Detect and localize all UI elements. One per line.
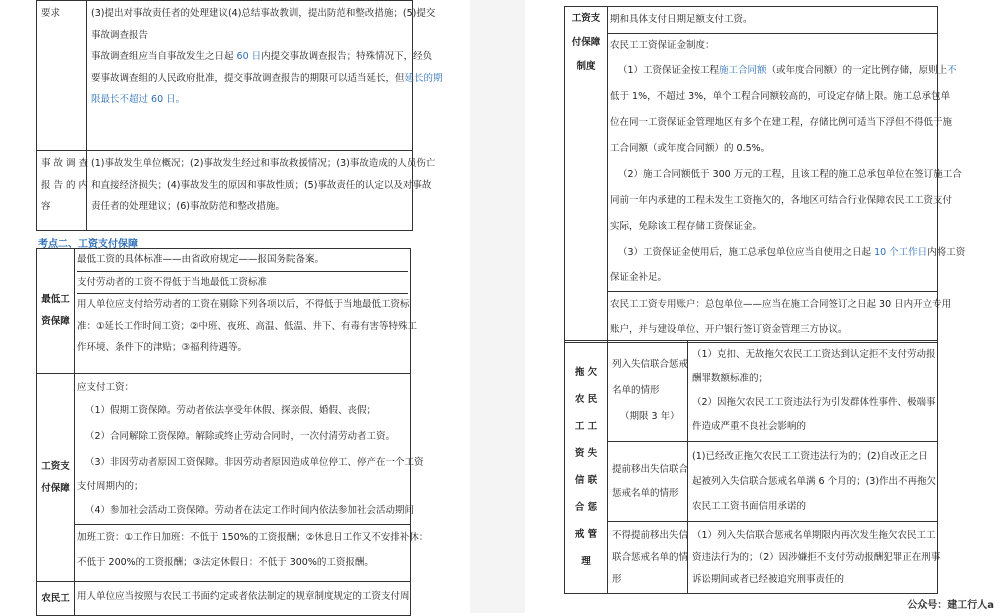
credit-label-cell	[565, 341, 608, 594]
wage-system-label-cell	[565, 7, 608, 343]
text-line: 事故调查组应当自事故发生之日起 60 日内提交事故调查报告；特殊情况下，经负	[91, 51, 433, 62]
text-line: 农民工工资保证金制度：	[610, 39, 715, 51]
payment-date-cell	[608, 7, 938, 34]
text-line: （3）非因劳动者原因工资保障。非因劳动者原因造成单位停工、停产在一个工资	[85, 457, 424, 468]
requirement-content-cell	[87, 1, 443, 151]
label-line: （期限 3 年）	[620, 411, 680, 422]
text-line: 作环境、条件下的津贴；③福利待遇等。	[77, 342, 248, 353]
blacklist-case-label	[608, 341, 688, 442]
text-line: 起被列入失信联合惩戒名单满 6 个月的；(3)作出不再拖欠	[692, 476, 937, 487]
page-gap	[470, 0, 525, 613]
no-removal-label	[608, 522, 688, 594]
left-page	[0, 0, 470, 613]
label-line: 工 工	[574, 421, 598, 432]
label-line: 资 失	[574, 448, 598, 459]
text-line: （2）因拖欠农民工工资违法行为引发群体性事件、极端事	[692, 397, 936, 408]
text-line: （1）假期工资保障。劳动者依法享受年休假、探亲假、婚假、丧假；	[85, 405, 377, 416]
label-line: 信 联	[574, 475, 598, 486]
label-line: 报 告 的 内	[41, 179, 89, 191]
text-line: 诉讼期间或者已经被追究刑事责任的	[692, 573, 845, 585]
wage-payment-label-cell	[37, 374, 75, 582]
report-content-cell	[87, 151, 436, 231]
text-line: （4）参加社会活动工资保障。劳动者在法定工作时间内依法参加社会活动期间	[85, 505, 415, 516]
text-line: 酬罪数额标准的；	[692, 373, 769, 384]
text-line: 资违法行为的；（2）因涉嫌拒不支付劳动报酬犯罪正在刑事	[692, 551, 941, 563]
label-line: 提前移出失信联合	[612, 463, 689, 475]
wage-payment-content-cell	[75, 374, 429, 582]
text-line: 支付劳动者的工资不得低于当地最低工资标准	[77, 271, 408, 294]
label-line: 拖 欠	[574, 367, 598, 378]
special-account-cell	[608, 291, 952, 342]
wage-guarantee-table	[36, 248, 429, 616]
label-line: 联合惩戒名单的情	[612, 551, 689, 563]
text-line: （1）工资保证金按工程施工合同额（或年度合同额）的一定比例存储，原则上不	[618, 64, 957, 76]
overtime-block	[75, 524, 429, 575]
label-line: 列入失信联合惩戒	[612, 359, 689, 370]
report-content-label-cell	[37, 151, 87, 231]
early-removal-content	[688, 442, 938, 522]
label-line: 理	[581, 556, 591, 567]
label-line: 工资支	[571, 13, 601, 24]
text-line: (1)已经改正拖欠农民工工资违法行为的；(2)自改正之日	[692, 451, 928, 462]
no-removal-content	[688, 522, 941, 594]
deposit-system-cell	[608, 33, 966, 291]
text-line: 账户，并与建设单位、开户银行签订资金管理三方协议。	[610, 323, 848, 335]
label-line: 农 民	[574, 394, 598, 405]
text-line: 责任者的处理建议；(6)事故防范和整改措施。	[91, 201, 285, 212]
text-line: 位在同一工资保证金管理地区有多个在建工程，存储比例可适当下浮但不得低于施	[610, 116, 953, 128]
text-line: 用人单位应当按照与农民工书面约定或者依法制定的规章制度规定的工资支付周	[77, 591, 410, 602]
text-line: 事故调查报告	[91, 29, 149, 41]
text-line: 要事故调查组的人民政府批准，提交事故调查报告的期限可以适当延长，但延长的期	[91, 72, 443, 84]
label-line: 工资支	[41, 460, 70, 472]
blacklist-case-content	[688, 341, 938, 442]
text-line: 农民工工资书面信用承诺的	[692, 501, 807, 512]
credit-punishment-table	[564, 340, 941, 594]
label-line: 农民工	[41, 592, 70, 604]
label-line: 戒 管	[574, 529, 598, 540]
text-line: (3)提出对事故责任者的处理建议(4)总结事故教训，提出防范和整改措施；(5)提交	[91, 8, 436, 19]
text-line: 加班工资：①工作日加班：不低于 150%的工资报酬；②休息日工作又不安排补休：	[77, 532, 429, 543]
label-line: 事 故 调 查	[41, 158, 89, 169]
label-line: 制度	[576, 61, 596, 72]
text-line: 期和具体支付日期足额支付工资。	[610, 14, 753, 25]
accident-report-table	[36, 0, 443, 231]
label-line: 付保障	[571, 37, 601, 48]
text-line: 限最长不超过 60 日。	[91, 94, 186, 105]
label-line: 付保障	[41, 482, 70, 494]
label-line: 不得提前移出失信	[612, 529, 689, 541]
text-line: 支付周期内的；	[77, 481, 144, 492]
min-wage-content-cell	[75, 249, 418, 374]
text-line: 用人单位应支付给劳动者的工资在剔除下列各项以后，不得低于当地最低工资标	[77, 293, 408, 316]
text-line: 同前一年内承建的工程未发生工资拖欠的，各地区可结合行业保障农民工工资支付	[610, 194, 953, 206]
text-line: （2）合同解除工资保障。解除或终止劳动合同时，一次付清劳动者工资。	[85, 431, 396, 442]
text-line: 农民工工资专用账户：总包单位——应当在施工合同签订之日起 30 日内开立专用	[610, 298, 952, 310]
label-line: 资保障	[41, 316, 70, 327]
text-line: （2）施工合同额低于 300 万元的工程，且该工程的施工总承包单位在签订施工合	[618, 168, 962, 180]
text-line: 保证金补足。	[610, 271, 668, 283]
text-line: 应支付工资：	[77, 382, 135, 393]
requirement-label: 要求	[41, 8, 61, 19]
text-line: 准：①延长工作时间工资；②中班、夜班、高温、低温、井下、有毒有害等特殊工	[77, 320, 418, 332]
text-line: 最低工资的具体标准——由省政府规定——报国务院备案。	[77, 254, 325, 265]
section-heading: 考点二、工资支付保障	[38, 239, 138, 250]
text-line: 件造成严重不良社会影响的	[692, 421, 807, 432]
right-page	[525, 0, 1000, 613]
text-line: 不低于 200%的工资报酬；③法定休假日：不低于 300%的工资报酬。	[77, 557, 374, 568]
label-line: 容	[41, 201, 51, 212]
text-line: （1）列入失信联合惩戒名单期限内再次发生拖欠农民工工	[692, 529, 936, 541]
text-line: （1）克扣、无故拖欠农民工工资达到认定拒不支付劳动报	[692, 349, 936, 360]
text-line: 低于 1%，不超过 3%，单个工程合同额较高的，可设定存储上限。施工总承包单	[610, 90, 951, 102]
early-removal-label	[608, 442, 688, 522]
wage-system-table	[564, 6, 966, 343]
label-line: 惩戒名单的情形	[612, 487, 679, 499]
label-line: 最低工	[41, 294, 70, 305]
text-line: （3）工资保证金使用后，施工总承包单位应当自使用之日起 10 个工作日内将工资	[618, 246, 966, 258]
migrant-worker-content-cell	[75, 582, 411, 616]
text-line: 实际，免除该工程存储工资保证金。	[610, 220, 763, 232]
footer-watermark: 公众号：建工行人a	[907, 600, 994, 611]
migrant-worker-label-cell	[37, 582, 75, 616]
min-wage-label-cell	[37, 249, 75, 374]
label-line: 名单的情形	[612, 385, 660, 396]
label-line: 合 惩	[574, 502, 598, 513]
text-line: 工合同额（或年度合同额）的 0.5%。	[610, 142, 771, 154]
label-line: 形	[612, 573, 622, 585]
requirement-label-cell	[37, 1, 87, 151]
text-line: 和直接经济损失；(4)事故发生的原因和事故性质；(5)事故责任的认定以及对事故	[91, 179, 432, 191]
text-line: (1)事故发生单位概况；(2)事故发生经过和事故救援情况；(3)事故造成的人员伤亡	[91, 158, 436, 169]
